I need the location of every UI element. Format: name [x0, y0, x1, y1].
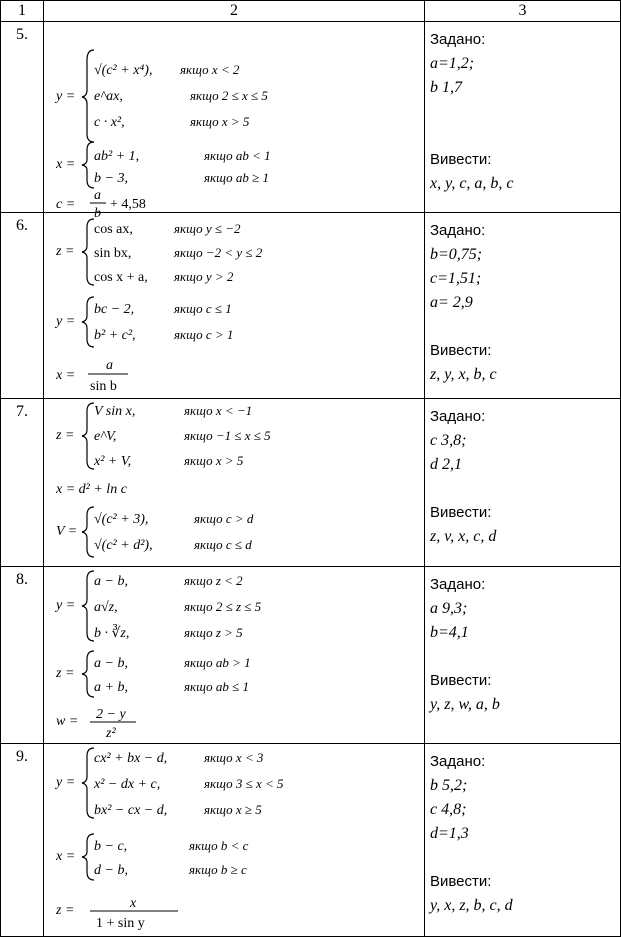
header-col-2: 2 — [44, 1, 425, 22]
formula-svg — [44, 22, 425, 221]
formula-svg — [44, 567, 425, 743]
formula-svg — [44, 744, 425, 936]
z-case-3-expr: x² + V, — [94, 454, 132, 469]
y-case-2-expr: e^ax, — [94, 89, 123, 104]
formula-cell — [44, 213, 425, 399]
y-lhs: y = — [56, 598, 76, 613]
given-value-1: b=0,75; — [430, 246, 483, 263]
x-case-2-cond: якщо ab ≥ 1 — [204, 170, 269, 185]
row-number: 5. — [1, 22, 44, 213]
v-case-1-cond: якщо c > d — [194, 511, 254, 526]
output-value: z, y, x, b, c — [430, 366, 497, 383]
x-formula: x = d² + ln c — [56, 482, 127, 497]
row-number: 8. — [1, 567, 44, 744]
y-case-2-expr: b² + c², — [94, 328, 136, 343]
y-case-2-cond: якщо 2 ≤ z ≤ 5 — [184, 599, 262, 614]
z-lhs: z = — [56, 666, 75, 681]
y-lhs: y = — [56, 775, 76, 790]
given-value-2: b 1,7 — [430, 79, 462, 96]
y-lhs: y = — [56, 314, 76, 329]
given-value-2: b=4,1 — [430, 624, 469, 641]
row-number: 6. — [1, 213, 44, 399]
z-lhs: z = — [56, 244, 75, 259]
c-lhs: c = — [56, 197, 76, 212]
output-value: z, v, x, c, d — [430, 528, 497, 545]
formula-cell — [44, 22, 425, 221]
output-value: y, z, w, a, b — [430, 696, 500, 713]
formula-cell — [44, 567, 425, 744]
output-value: x, y, c, a, b, c — [430, 175, 514, 192]
z-case-2-expr: sin bx, — [94, 246, 132, 261]
z-case-3-expr: cos x + a, — [94, 270, 148, 285]
x-case-2-expr: b − 3, — [94, 171, 128, 186]
z-denominator: 1 + sin y — [96, 916, 145, 931]
y-case-3-expr: b · ∛z, — [94, 626, 130, 641]
table-row — [1, 22, 621, 213]
given-value-2: c 4,8; — [430, 801, 467, 818]
y-case-2-expr: x² − dx + c, — [94, 777, 161, 792]
z-case-2-expr: a + b, — [94, 680, 128, 695]
v-case-1-expr: √(c² + 3), — [94, 512, 149, 527]
given-cell — [425, 399, 621, 567]
y-case-2-expr: a√z, — [94, 600, 118, 615]
y-case-2-cond: якщо c > 1 — [174, 327, 234, 342]
formula-svg — [44, 399, 425, 566]
x-numerator: a — [106, 358, 113, 373]
y-case-3-cond: якщо x ≥ 5 — [204, 802, 262, 817]
y-case-1-expr: bc − 2, — [94, 302, 135, 317]
z-case-2-cond: якщо −2 < y ≤ 2 — [174, 245, 263, 260]
given-value-1: a 9,3; — [430, 600, 468, 617]
table-row — [1, 213, 621, 399]
x-lhs: x = — [56, 157, 76, 172]
given-label: Задано: — [430, 753, 486, 770]
given-cell — [425, 213, 621, 399]
x-case-1-expr: ab² + 1, — [94, 149, 140, 164]
y-case-2-cond: якщо 2 ≤ x ≤ 5 — [190, 88, 268, 103]
y-case-1-expr: a − b, — [94, 574, 128, 589]
x-case-2-expr: d − b, — [94, 863, 128, 878]
y-case-1-cond: якщо x < 2 — [180, 62, 240, 77]
given-value-3: a= 2,9 — [430, 294, 473, 311]
given-value-2: d 2,1 — [430, 456, 462, 473]
output-label: Вивести: — [430, 504, 492, 521]
given-label: Задано: — [430, 31, 486, 48]
given-value-2: c=1,51; — [430, 270, 482, 287]
c-numerator: a — [94, 188, 101, 203]
w-denominator: z² — [106, 726, 116, 741]
y-case-3-expr: bx² − cx − d, — [94, 803, 168, 818]
y-case-1-expr: cx² + bx − d, — [94, 751, 168, 766]
table-row — [1, 744, 621, 937]
y-case-3-cond: якщо x > 5 — [190, 114, 250, 129]
given-value-3: d=1,3 — [430, 825, 469, 842]
y-case-1-cond: якщо c ≤ 1 — [174, 301, 232, 316]
table-row — [1, 399, 621, 567]
z-case-1-cond: якщо x < −1 — [184, 403, 253, 418]
c-tail: + 4,58 — [110, 197, 146, 212]
z-case-1-cond: якщо y ≤ −2 — [174, 221, 241, 236]
z-case-1-expr: a − b, — [94, 656, 128, 671]
header-col-3: 3 — [425, 1, 621, 22]
output-label: Вивести: — [430, 873, 492, 890]
z-lhs: z = — [56, 428, 75, 443]
header-row — [1, 1, 621, 22]
w-lhs: w = — [56, 714, 79, 729]
given-value-1: b 5,2; — [430, 777, 468, 794]
header-col-1: 1 — [1, 1, 44, 22]
given-cell — [425, 744, 621, 937]
z-case-1-expr: V sin x, — [94, 404, 136, 419]
z-numerator: x — [130, 896, 137, 911]
formula-svg — [44, 213, 425, 398]
given-value-1: a=1,2; — [430, 55, 475, 72]
y-case-3-cond: якщо z > 5 — [184, 625, 243, 640]
y-lhs: y = — [56, 89, 76, 104]
row-number: 7. — [1, 399, 44, 567]
z-case-2-expr: e^V, — [94, 429, 117, 444]
given-cell — [425, 22, 621, 213]
v-lhs: V = — [56, 524, 78, 539]
row-number: 9. — [1, 744, 44, 937]
output-label: Вивести: — [430, 342, 492, 359]
v-case-2-cond: якщо c ≤ d — [194, 537, 252, 552]
given-label: Задано: — [430, 408, 486, 425]
y-case-1-cond: якщо x < 3 — [204, 750, 264, 765]
y-case-1-expr: √(c² + x⁴), — [94, 63, 153, 78]
given-cell — [425, 567, 621, 744]
z-case-2-cond: якщо −1 ≤ x ≤ 5 — [184, 428, 271, 443]
z-lhs: z = — [56, 903, 75, 918]
output-label: Вивести: — [430, 672, 492, 689]
x-case-1-cond: якщо b < c — [189, 838, 249, 853]
x-lhs: x = — [56, 849, 76, 864]
x-denominator: sin b — [90, 379, 117, 394]
y-case-3-expr: c · x², — [94, 115, 125, 130]
x-case-1-expr: b − c, — [94, 839, 128, 854]
output-label: Вивести: — [430, 151, 492, 168]
z-case-3-cond: якщо y > 2 — [174, 269, 234, 284]
w-numerator: 2 − y — [96, 707, 126, 722]
given-value-1: c 3,8; — [430, 432, 467, 449]
z-case-2-cond: якщо ab ≤ 1 — [184, 679, 249, 694]
given-label: Задано: — [430, 576, 486, 593]
z-case-3-cond: якщо x > 5 — [184, 453, 244, 468]
x-lhs: x = — [56, 368, 76, 383]
c-denominator: b — [94, 206, 101, 221]
y-case-2-cond: якщо 3 ≤ x < 5 — [204, 776, 284, 791]
given-label: Задано: — [430, 222, 486, 239]
z-case-1-expr: cos ax, — [94, 222, 133, 237]
v-case-2-expr: √(c² + d²), — [94, 538, 153, 553]
x-case-2-cond: якщо b ≥ c — [189, 862, 247, 877]
output-value: y, x, z, b, c, d — [430, 897, 513, 914]
z-case-1-cond: якщо ab > 1 — [184, 655, 251, 670]
formula-cell — [44, 399, 425, 567]
x-case-1-cond: якщо ab < 1 — [204, 148, 271, 163]
y-case-1-cond: якщо z < 2 — [184, 573, 243, 588]
table-row — [1, 567, 621, 744]
formula-cell — [44, 744, 425, 937]
